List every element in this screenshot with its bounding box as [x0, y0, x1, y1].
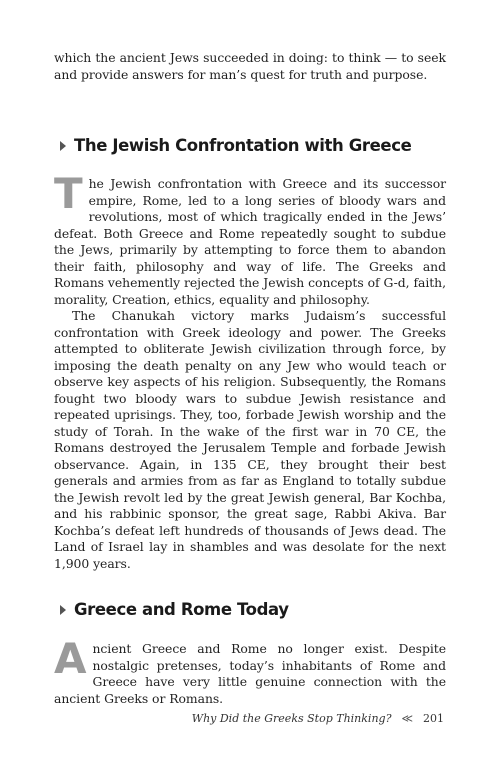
running-title: Why Did the Greeks Stop Thinking?	[191, 712, 392, 725]
section-2-body	[54, 634, 446, 707]
section-heading-text: The Jewish Confrontation with Greece	[74, 136, 412, 155]
section-heading-text: Greece and Rome Today	[74, 600, 289, 619]
drop-cap-letter: T	[54, 169, 83, 218]
continuation-paragraph: which the ancient Jews succeeded in doing: to think — to seek and provide answers for man’s quest for truth and purpose.	[54, 50, 446, 82]
section-1-paragraph-2: The Chanukah victory marks Judaism’s successful confrontation with Greek ideology and power. The Greeks attempted to obliterate Jewish civilization through force, by imposing the death penalty on any Jew who would teach or observe key aspects of his religion. Subsequently, the Romans fought two bloody wars to subdue Jewish resistance and repeated uprisings. They, too, forbade Jewish worship and the study of Torah. In the wake of the first war in 70 CE, the Romans destroyed the Jerusalem Temple and forbade Jewish observance. Again, in 135 CE, they brought their best generals and armies from as far as England to totally subdue the Jewish revolt led by the great Jewish general, Bar Kochba, and his rabbinic sponsor, the great sage, Rabbi Akiva. Bar Kochba’s defeat left hundreds of thousands of Jews dead. The Land of Israel lay in shambles and was desolate for the next 1,900 years.	[54, 308, 446, 571]
section-1-body	[54, 169, 446, 572]
section-heading-jewish-confrontation	[60, 136, 411, 155]
triangle-bullet-icon	[60, 141, 66, 151]
triangle-bullet-icon	[60, 605, 66, 615]
section-2-paragraph-1	[54, 634, 446, 707]
ornament-icon: ≪	[401, 712, 413, 725]
paragraph-text: ncient Greece and Rome no longer exist. Despite nostalgic pretenses, today’s inhabitants of Rome and Greece have very little genuine connection with the ancient Greeks or Romans.	[54, 641, 446, 706]
section-heading-greece-rome-today	[60, 600, 289, 619]
running-footer	[192, 712, 444, 725]
paragraph-text: he Jewish confrontation with Greece and its successor empire, Rome, led to a long series of bloody wars and revolutions, most of which tragically ended in the Jews’ defeat. Both Greece and Rome repeatedly sought to subdue the Jews, primarily by attempting to force them to abandon their faith, philosophy and way of life. The Greeks and Romans vehemently rejected the Jewish concepts of G-d, faith, morality, Creation, ethics, equality and philosophy.	[54, 176, 446, 307]
page-number: 201	[423, 712, 444, 725]
continuation-text	[54, 50, 446, 83]
section-1-paragraph-1	[54, 169, 446, 308]
drop-cap-letter: A	[54, 634, 87, 683]
